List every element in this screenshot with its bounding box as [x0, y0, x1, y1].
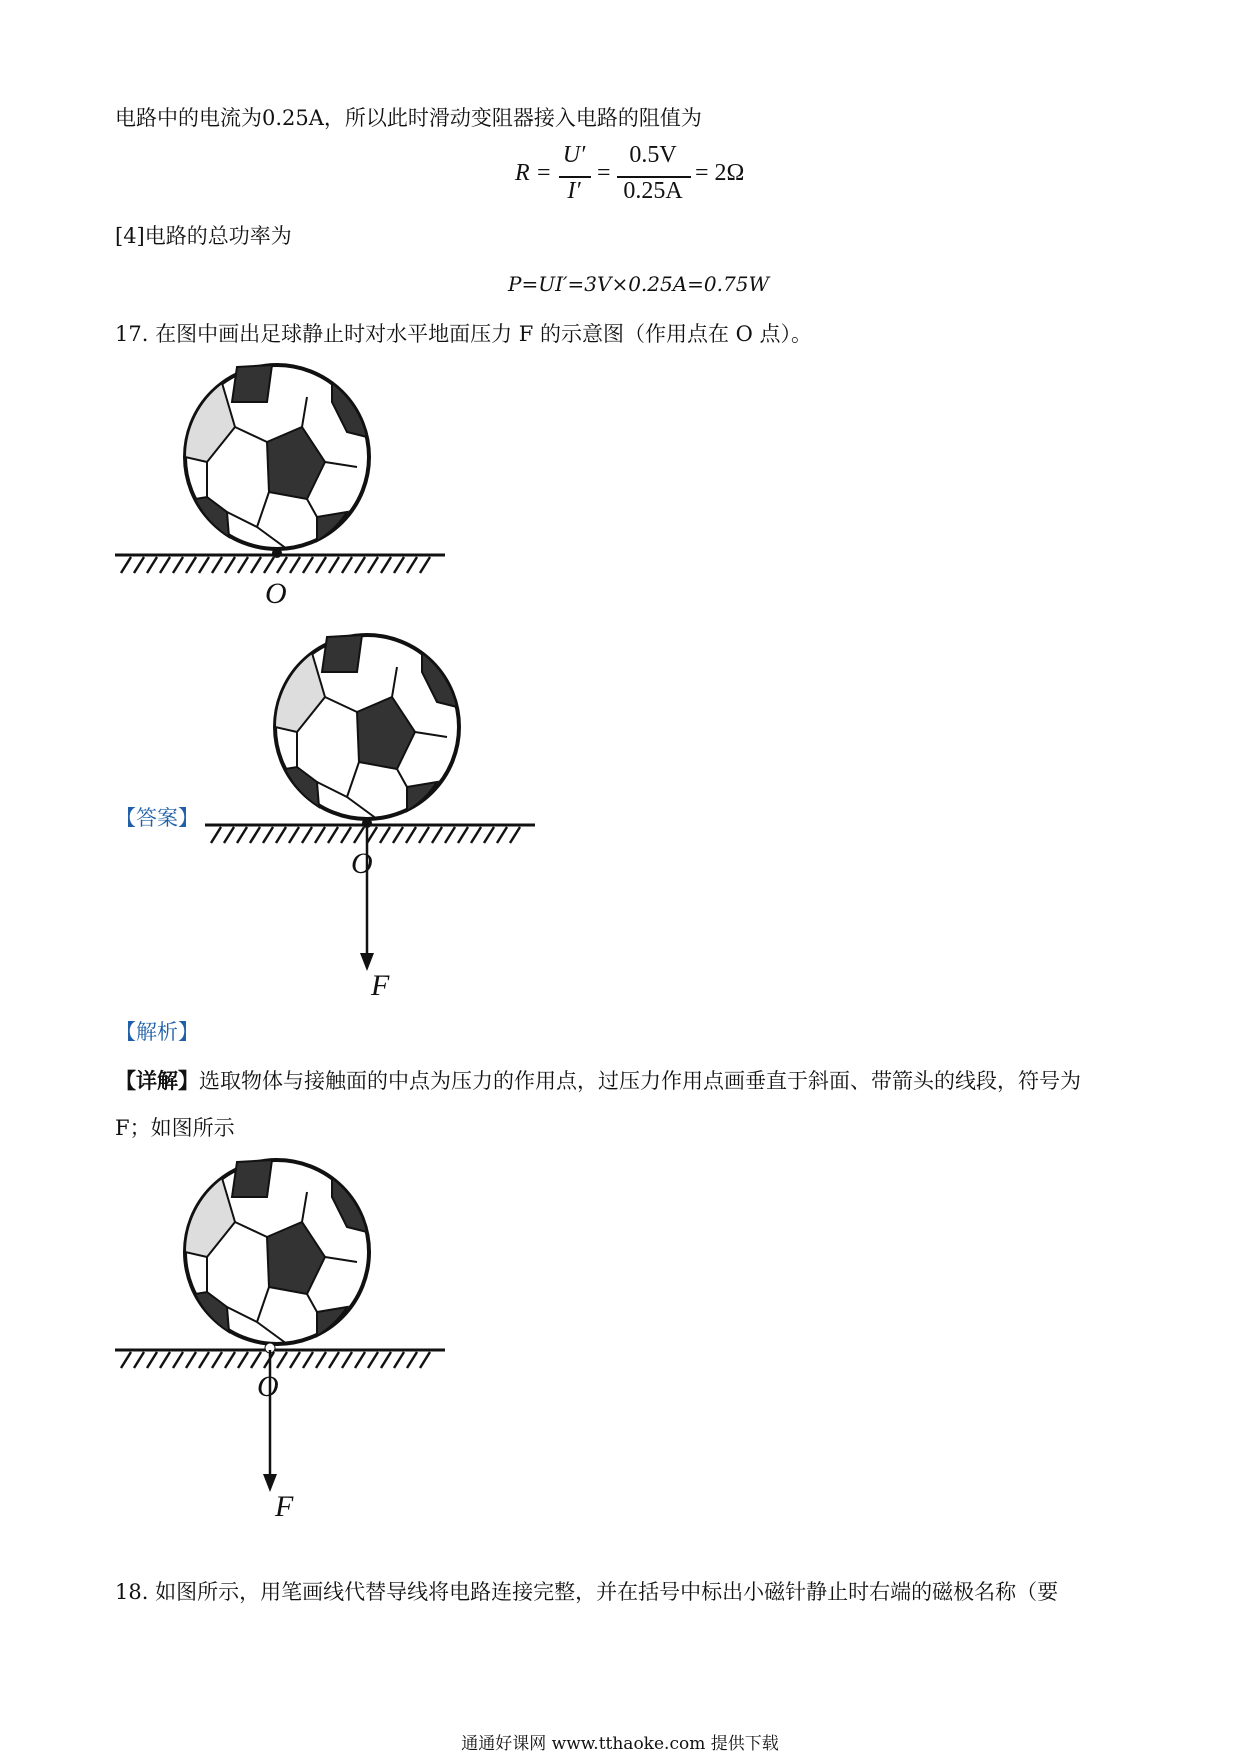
formula-resistance	[515, 140, 755, 210]
label-O-2: O	[351, 847, 373, 880]
formula-frac1-den: I′	[567, 178, 581, 204]
formula-frac2-den: 0.25A	[623, 178, 683, 204]
football-1	[185, 365, 369, 549]
football-figure-analysis	[115, 1160, 455, 1530]
label-O-3: O	[257, 1370, 279, 1403]
formula-frac2-num: 0.5V	[629, 142, 677, 168]
detail-paragraph	[115, 1068, 1081, 1094]
formula-frac1-num: U′	[562, 142, 586, 168]
page-footer: 通通好课网 www.tthaoke.com 提供下载	[461, 1734, 779, 1754]
detail-tag: 【详解】	[115, 1068, 199, 1093]
text-line-power: [4]电路的总功率为	[115, 224, 292, 248]
detail-text: 选取物体与接触面的中点为压力的作用点，过压力作用点画垂直于斜面、带箭头的线段，符号为	[199, 1069, 1081, 1093]
formula-eq1: =	[537, 160, 551, 186]
analysis-tag: 【解析】	[115, 1020, 199, 1044]
point-O-1	[272, 548, 282, 558]
formula-lhs: R	[515, 160, 530, 186]
label-F-2: F	[371, 969, 390, 1002]
label-F-3: F	[275, 1490, 294, 1523]
text-line-current: 电路中的电流为0.25A，所以此时滑动变阻器接入电路的阻值为	[115, 106, 702, 130]
football-3	[185, 1160, 369, 1344]
football-2	[275, 635, 459, 819]
formula-eq2: =	[597, 160, 611, 186]
football-figure-answer	[205, 635, 545, 1005]
formula-rhs: = 2Ω	[695, 160, 745, 186]
answer-tag: 【答案】	[115, 806, 199, 830]
football-figure-question	[115, 365, 455, 610]
question-18: 18. 如图所示，用笔画线代替导线将电路连接完整，并在括号中标出小磁针静止时右端的磁极名称（要	[115, 1580, 1059, 1604]
label-O-1: O	[265, 577, 287, 610]
detail-line-2: F；如图所示	[115, 1116, 235, 1140]
formula-power: P=UI′=3V×0.25A=0.75W	[508, 272, 770, 296]
question-17: 17. 在图中画出足球静止时对水平地面压力 F 的示意图（作用点在 O 点）。	[115, 322, 813, 346]
